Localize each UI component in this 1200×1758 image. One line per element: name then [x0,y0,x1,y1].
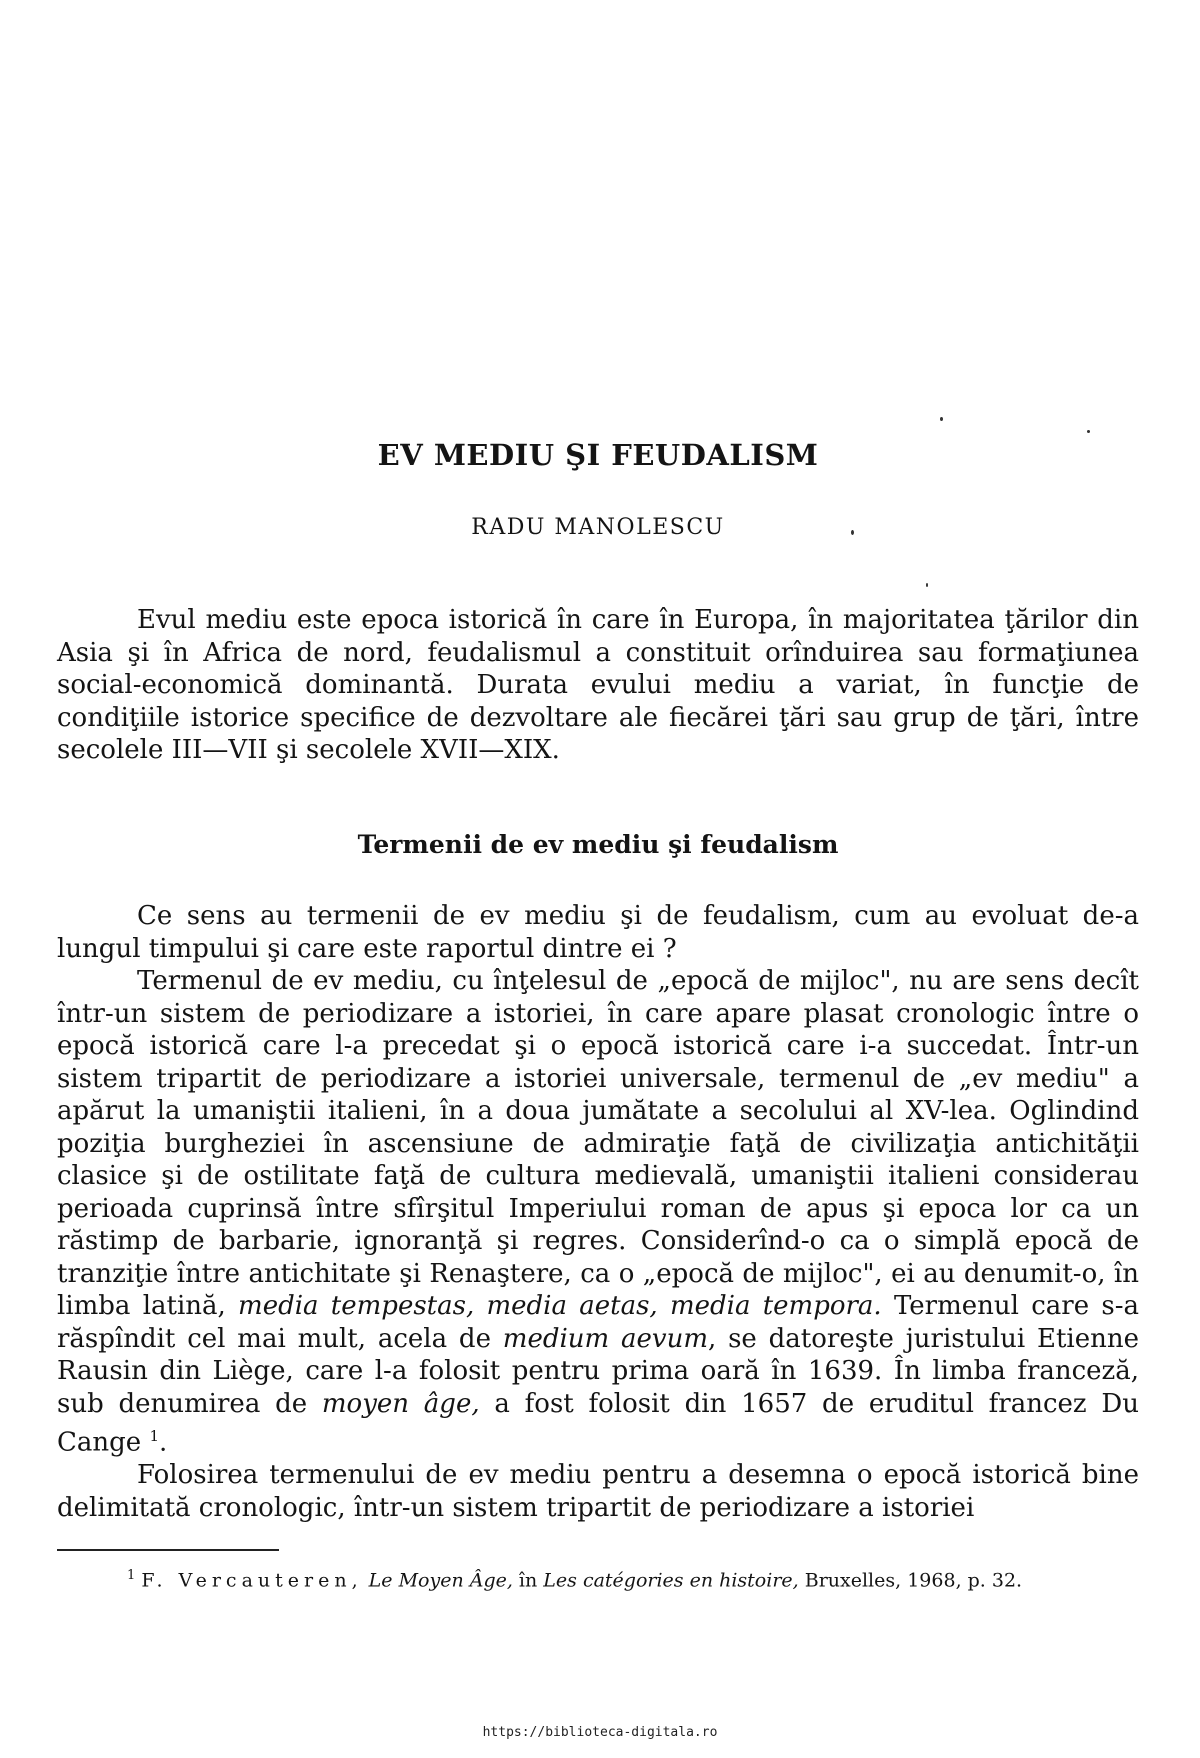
paragraph-3: Folosirea termenului de ev mediu pentru a desemna o epocă istorică bine delimitată cronologic, într-un sistem tripartit de periodizare a istoriei [57,1460,1139,1523]
scan-speck [851,530,854,535]
paragraph-2-text-a: Termenul de ev mediu, cu înţelesul de „epocă de mijloc", nu are sens decît într-un sistem de periodizare a istoriei, în care apare plasat cronologic între o epocă istorică care l-a precedat şi o epocă istorică care i-a succedat. Într-un sistem tripartit de periodizare a istoriei universale, termenul de „ev mediu" a apărut la umaniştii italieni, în a doua jumătate a secolului al XV-lea. Oglindind poziţia burgheziei în ascensiune de admiraţie faţă de civilizaţia antichităţii clasice şi de ostilitate faţă de cultura medievală, umaniştii italieni considerau perioada cuprinsă între sfîrşitul Imperiului roman de apus şi epoca lor ca un răstimp de barbarie, ignoranţă şi regres. Considerînd-o ca o simplă epocă de tranziţie între antichitate şi Renaştere, ca o „epocă de mijloc", ei au denumit-o, în limba latină, [57,966,1139,1321]
author-name: RADU MANOLESCU [471,515,725,540]
footnote-collection: Les catégories en histoire, [543,1569,799,1592]
paragraph-2-text-d: a fost folosit din 1657 de eruditul francez Du Cange [57,1388,1139,1458]
section-body [57,900,1139,1524]
source-url[interactable]: https://biblioteca-digitala.ro [482,1725,718,1740]
footnote-divider [57,1549,279,1551]
footnote-reference[interactable]: 1 [149,1427,159,1445]
footnote-author: F. Vercauteren, [141,1569,363,1592]
paragraph-2 [57,965,1139,1459]
scan-speck [926,583,928,587]
paragraph-2-text-e: . [158,1427,168,1458]
scan-speck [940,417,943,421]
paragraph-2-text-b: Termenul care s-a răspîndit cel mai mult, acela de [57,1291,1139,1354]
intro-paragraph: Evul mediu este epoca istorică în care în Europa, în majoritatea ţărilor din Asia şi în Africa de nord, feudalismul a constituit orînduirea sau formaţiunea social-economică dominantă. Durata evului mediu a variat, în funcţie de condiţiile istorice specifice de dezvoltare ale fiecărei ţări sau grup de ţări, între secolele III—VII şi secolele XVII—XIX. [57,605,1139,765]
moyen-age-term: moyen âge, [321,1388,480,1419]
latin-terms: media tempestas, media aetas, media tempora. [238,1291,882,1321]
document-page [57,0,1139,1758]
paragraph-2-text-c: , se datoreşte juristului Etienne Rausin din Liège, care l-a folosit pentru prima oară în 1639. În limba franceză, sub denumirea de [57,1323,1140,1419]
footnote-rest: Bruxelles, 1968, p. 32. [798,1569,1023,1592]
medium-aevum-term: medium aevum [502,1323,708,1354]
footnote-in: în [512,1569,544,1592]
intro-paragraph-block [57,604,1139,767]
footnote-marker: 1 [127,1568,136,1583]
section-heading: Termenii de ev mediu şi feudalism [357,830,839,859]
chapter-title: EV MEDIU ŞI FEUDALISM [377,438,819,472]
paragraph-1: Ce sens au termenii de ev mediu şi de feudalism, cum au evoluat de-a lungul timpului şi care este raportul dintre ei ? [57,901,1139,964]
footnote [57,1562,1139,1594]
scan-speck [1087,430,1090,433]
footnote-work-title: Le Moyen Âge, [368,1569,513,1592]
